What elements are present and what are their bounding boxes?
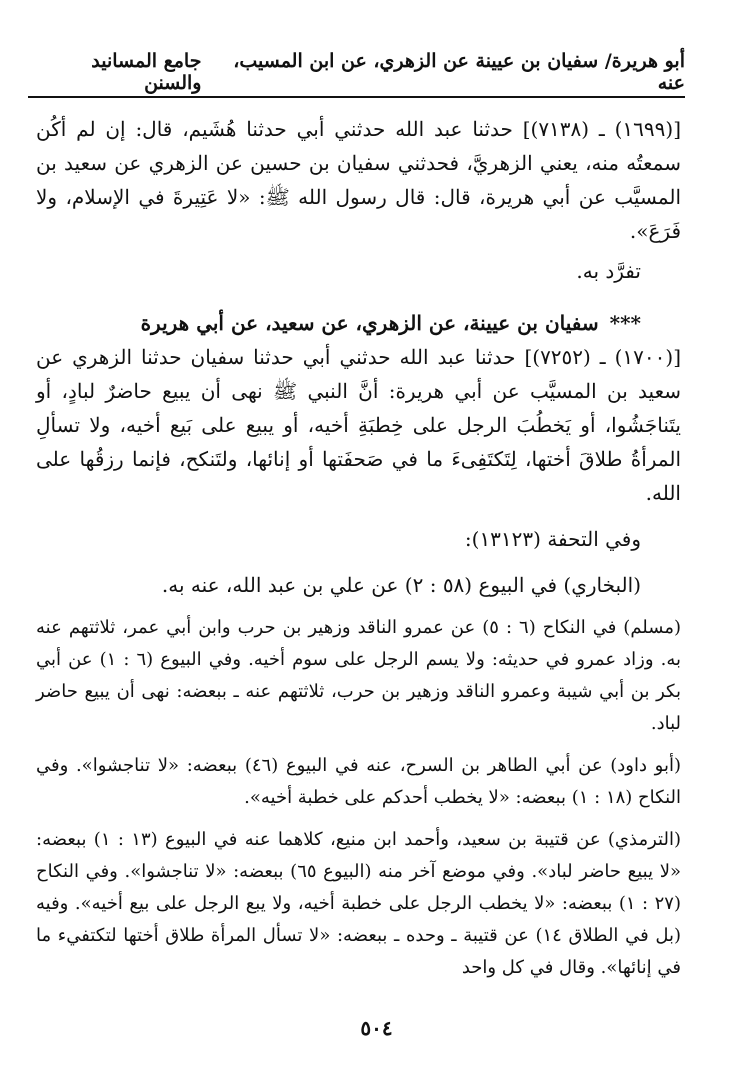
header-left-title: جامع المسانيد والسنن: [91, 50, 202, 94]
running-header: [28, 50, 685, 94]
main-text: [36, 112, 681, 984]
header-divider: [28, 96, 685, 98]
muslim-reference: (مسلم) في النكاح (٦ : ٥) عن عمرو الناقد وزهير بن حرب وابن أبي عمر، ثلاثتهم عنه به. وزاد عمرو في حديثه: ولا يسم الرجل على سوم أخيه. وفي البيوع (٦ : ١) عن أبي بكر بن أبي شيبة وعمرو الناقد وزهير بن حرب، ثلاثتهم عنه ـ ببعضه: نهى أن يبيع حاضر لباد.: [36, 617, 682, 734]
section-title: سفيان بن عيينة، عن الزهري، عن سعيد، عن أبي هريرة: [140, 311, 599, 335]
abudawud-reference: (أبو داود) عن أبي الطاهر بن السرح، عنه في البيوع (٤٦) ببعضه: «لا تناجشوا». وفي النكاح (١٨ : ١) ببعضه: «لا يخطب أحدكم على خطبة أخيه».: [36, 755, 681, 808]
page-number: ٥٠٤: [360, 1016, 393, 1040]
section-stars: ***: [609, 311, 641, 335]
hadith-1699: [(١٦٩٩) ـ (٧١٣٨)] حدثنا عبد الله حدثني أبي حدثنا هُشَيم، قال: إن لم أكُن سمعتُه منه، يعني الزهريَّ، فحدثني سفيان بن حسين عن الزهري عن سعيد بن المسيَّب عن أبي هريرة، قال: قال رسول الله ﷺ: «لا عَتِيرةَ في الإسلام، ولا فَرَعَ».: [36, 117, 681, 243]
header-right-title: أبو هريرة/ سفيان بن عيينة عن الزهري، عن ابن المسيب، عنه: [233, 50, 685, 94]
hadith-1700: [(١٧٠٠) ـ (٧٢٥٢)] حدثنا عبد الله حدثني أبي حدثنا سفيان حدثنا الزهري عن سعيد بن المسيَّب عن أبي هريرة: أنَّ النبي ﷺ نهى أن يبيع حاضرٌ لبادٍ، أو يتَناجَشُوا، أو يَخطُبَ الرجل على خِطبَةِ أخيه، أو يبيع على بَيع أخيه، ولا تسألِ المرأةُ طلاقَ أختها، لِتَكتَفِىءَ ما في صَحفَتها أو إنائها، ولتَنكح، فإنما رزقُها على الله.: [36, 345, 681, 505]
tuhfa-reference: وفي التحفة (١٣١٢٣):: [464, 527, 641, 551]
bukhari-reference: (البخاري) في البيوع (٥٨ : ٢) عن علي بن عبد الله، عنه به.: [161, 573, 641, 597]
section-heading: [36, 306, 681, 340]
tirmidhi-reference: (الترمذي) عن قتيبة بن سعيد، وأحمد ابن منيع، كلاهما عنه في البيوع (١٣ : ١) ببعضه: «لا يبيع حاضر لباد». وفي موضع آخر منه (البيوع ٦٥) ببعضه: «لا تناجشوا». وفي النكاح (٢٧ : ١) ببعضه: «لا يخطب الرجل على خطبة أخيه، ولا يبع الرجل على بيع أخيه». وفيه (بل في الطلاق ١٤) عن قتيبة ـ وحده ـ ببعضه: «لا تسأل المرأة طلاق أختها لتكتفيء ما في إنائها». وقال في كل واحد: [36, 829, 681, 978]
hadith-1699-note: تفرَّد به.: [576, 259, 641, 283]
